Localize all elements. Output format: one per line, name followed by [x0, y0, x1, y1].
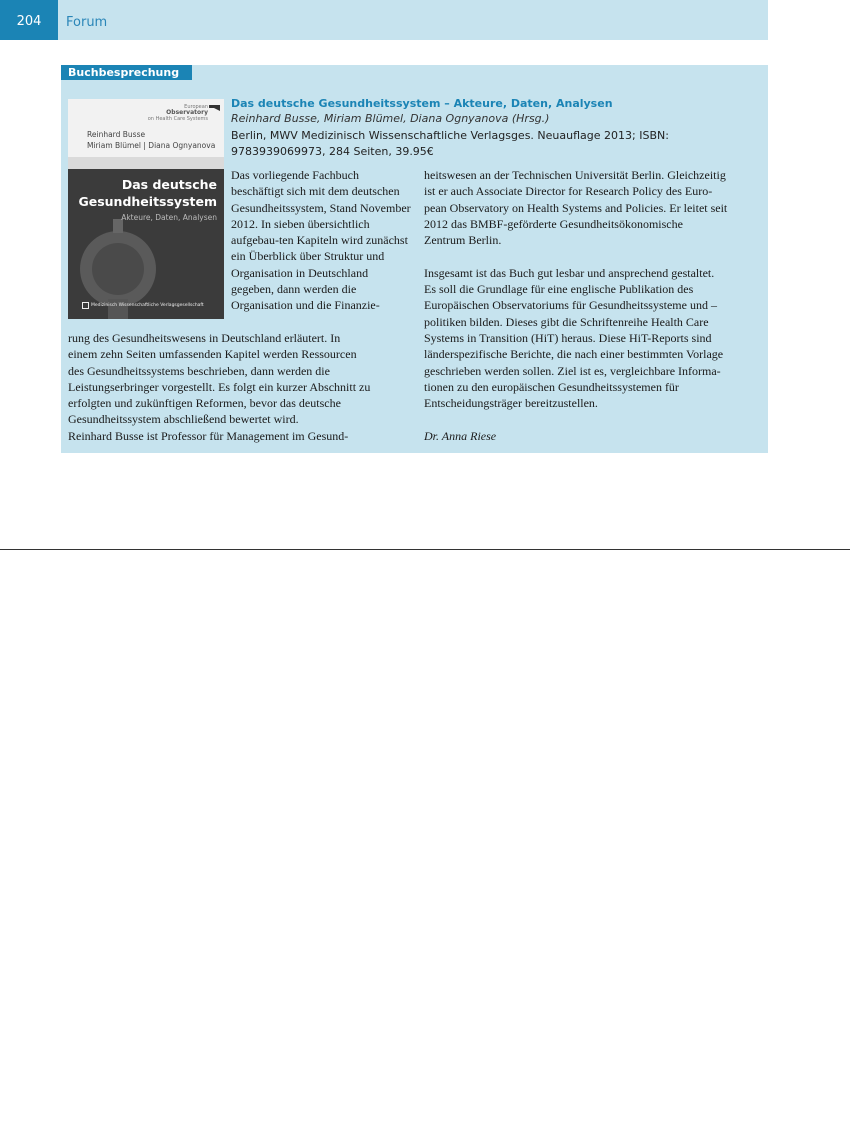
flag-icon [209, 105, 220, 111]
text-line: Es soll die Grundlage für eine englische Publikation des [424, 282, 694, 297]
text-line: erfolgten und zukünftigen Reformen, bevor das deutsche [68, 396, 341, 411]
text-line: pean Observatory on Health Systems and Policies. Er leitet seit [424, 200, 728, 215]
text-line: heitswesen an der Technischen Universität Berlin. Gleichzeitig [424, 168, 726, 182]
observatory-sub: on Health Care Systems [147, 116, 208, 122]
text-line: geschrieben werden sollen. Ziel ist es, vergleichbare Informa- [424, 363, 721, 378]
cover-author-1: Reinhard Busse [87, 130, 146, 139]
text-line: Reinhard Busse ist Professor für Management im Gesund- [68, 428, 349, 443]
text-line: Entscheidungsträger bereitzustellen. [424, 396, 598, 411]
section-title: Forum [66, 15, 108, 30]
cover-title-line2: Gesundheitssystem [78, 194, 217, 209]
text-line: länderspezifische Berichte, die nach einer bestimmten Vorlage [424, 347, 724, 362]
observatory-name: Observatory [166, 109, 208, 116]
text-line: Leistungserbringer vorgestellt. Es folgt ein kurzer Abschnitt zu [68, 379, 371, 394]
text-line: Systems in Transition (HiT) heraus. Diese HiT-Reports sind [424, 330, 712, 345]
horizontal-divider [0, 549, 850, 550]
cover-publisher [82, 302, 204, 309]
text-line: einem zehn Seiten umfassenden Kapitel werden Ressourcen [68, 347, 357, 362]
text-line: rung des Gesundheitswesens in Deutschland erläutert. In [68, 331, 341, 345]
publication-info: Berlin, MWV Medizinisch Wissenschaftliche Verlagsges. Neuauflage 2013; ISBN: 9783939069973, 284 Seiten, 39.95€ [231, 129, 669, 158]
text-line: tionen zu den europäischen Gesundheitssystemen für [424, 379, 679, 394]
cover-band [68, 157, 224, 169]
page-number: 204 [0, 0, 58, 40]
reviewer-signature: Dr. Anna Riese [424, 428, 497, 443]
review-text-left-column [68, 330, 418, 444]
cover-subtitle: Akteure, Daten, Analysen [121, 213, 217, 222]
text-line: 2012 das BMBF-geförderte Gesundheitsökonomische [424, 216, 683, 231]
review-text-beside-cover: Das vorliegende Fachbuch beschäftigt sich mit dem deutschen Gesundheitssystem, Stand November 2012. In sieben übersichtlich aufgebau-ten Kapiteln wird zunächst ein Überblick über Struktur und Organisation in Deutschland gegeben, dann werden die Organisation und die Finanzie- [231, 168, 411, 313]
text-line: des Gesundheitssystems beschrieben, dann werden die [68, 363, 330, 378]
cover-author-2: Miriam Blümel | Diana Ognyanova [87, 141, 216, 150]
review-text-right-column [424, 167, 764, 444]
cover-title-line1: Das deutsche [121, 177, 217, 192]
cover-title [78, 176, 217, 210]
text-line: Europäischen Observatoriums für Gesundheitssysteme und – [424, 298, 717, 313]
observatory-logo [148, 104, 208, 122]
book-review-box [61, 65, 768, 453]
text-line: Insgesamt ist das Buch gut lesbar und ansprechend gestaltet. [424, 265, 715, 280]
cover-publisher-name: Medizinisch Wissenschaftliche Verlagsgesellschaft [91, 303, 204, 308]
cover-authors [87, 129, 215, 151]
review-tag: Buchbesprechung [61, 65, 192, 80]
text-line: politiken bilden. Dieses gibt die Schriftenreihe Health Care [424, 314, 709, 329]
book-title: Das deutsche Gesundheitssystem – Akteure, Daten, Analysen [231, 97, 613, 110]
publisher-logo-icon [82, 302, 89, 309]
book-editors: Reinhard Busse, Miriam Blümel, Diana Ognyanova (Hrsg.) [231, 112, 550, 125]
observatory-small: European [184, 104, 208, 110]
book-cover-image [68, 99, 224, 319]
text-line: Gesundheitssystem abschließend bewertet wird. [68, 412, 299, 427]
page-header [0, 0, 768, 40]
text-line: Zentrum Berlin. [424, 233, 502, 248]
text-line: ist er auch Associate Director for Research Policy des Euro- [424, 184, 713, 199]
